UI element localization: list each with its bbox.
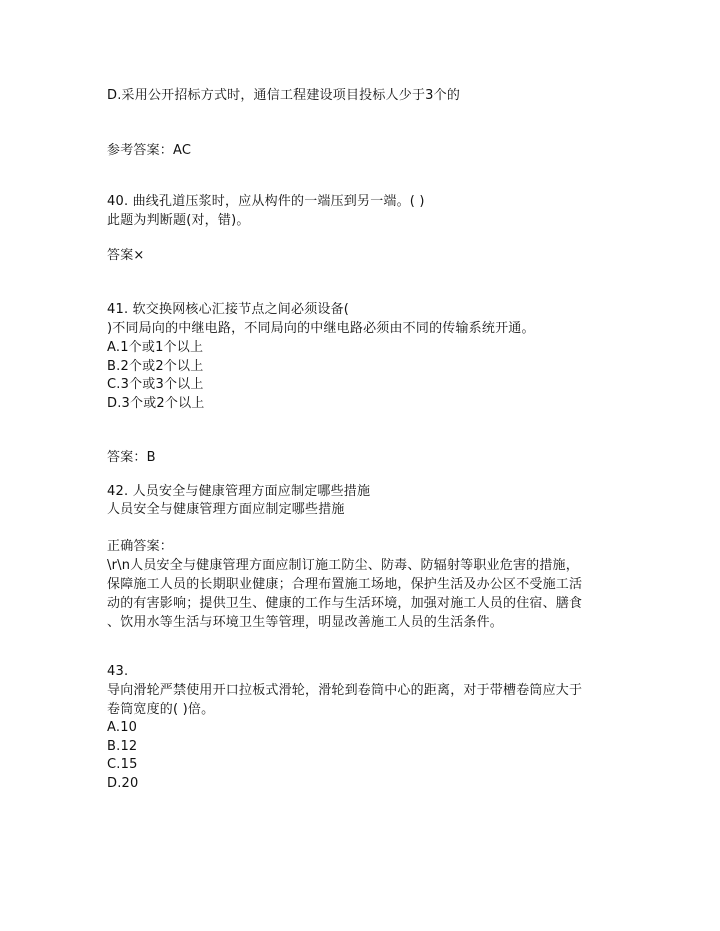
q39-option-d: D.采用公开招标方式时，通信工程建设项目投标人少于3个的 (107, 88, 461, 103)
q43-option-c: C.15 (107, 757, 138, 772)
q40-type-note: 此题为判断题(对，错)。 (107, 213, 250, 228)
q42-answer-line: \r\n人员安全与健康管理方面应制订施工防尘、防毒、防辐射等职业危害的措施， (107, 558, 579, 573)
q41-option-b: B.2个或2个以上 (107, 359, 204, 374)
q42-answer-line: 、饮用水等生活与环境卫生等管理，明显改善施工人员的生活条件。 (107, 615, 504, 630)
q43-number: 43. (107, 664, 129, 679)
q42-answer-line: 保障施工人员的长期职业健康；合理布置施工场地，保护生活及办公区不受施工活 (107, 577, 583, 592)
q40-question: 40. 曲线孔道压浆时，应从构件的一端压到另一端。( ) (107, 194, 425, 209)
q41-question-line1: 41. 软交换网核心汇接节点之间必须设备( (107, 302, 350, 317)
q41-option-c: C.3个或3个以上 (107, 377, 204, 392)
q43-question-line1: 导向滑轮严禁使用开口拉板式滑轮，滑轮到卷筒中心的距离，对于带槽卷筒应大于 (107, 683, 583, 698)
q42-question: 42. 人员安全与健康管理方面应制定哪些措施 (107, 484, 371, 499)
q41-question-line2: )不同局向的中继电路，不同局向的中继电路必须由不同的传输系统开通。 (107, 321, 535, 336)
q40-answer: 答案× (107, 248, 145, 263)
q43-option-b: B.12 (107, 739, 138, 754)
q42-answer-body (107, 556, 617, 632)
q41-option-d: D.3个或2个以上 (107, 396, 205, 411)
q41-answer: 答案：B (107, 450, 156, 465)
q42-answer-line: 动的有害影响；提供卫生、健康的工作与生活环境，加强对施工人员的住宿、膳食 (107, 596, 583, 611)
q43-question-line2: 卷筒宽度的( )倍。 (107, 702, 215, 717)
q42-answer-label: 正确答案： (107, 539, 174, 554)
q39-answer: 参考答案：AC (107, 143, 192, 158)
q43-option-a: A.10 (107, 720, 138, 735)
q42-question-repeat: 人员安全与健康管理方面应制定哪些措施 (107, 502, 345, 517)
q41-option-a: A.1个或1个以上 (107, 340, 204, 355)
q43-option-d: D.20 (107, 776, 139, 791)
